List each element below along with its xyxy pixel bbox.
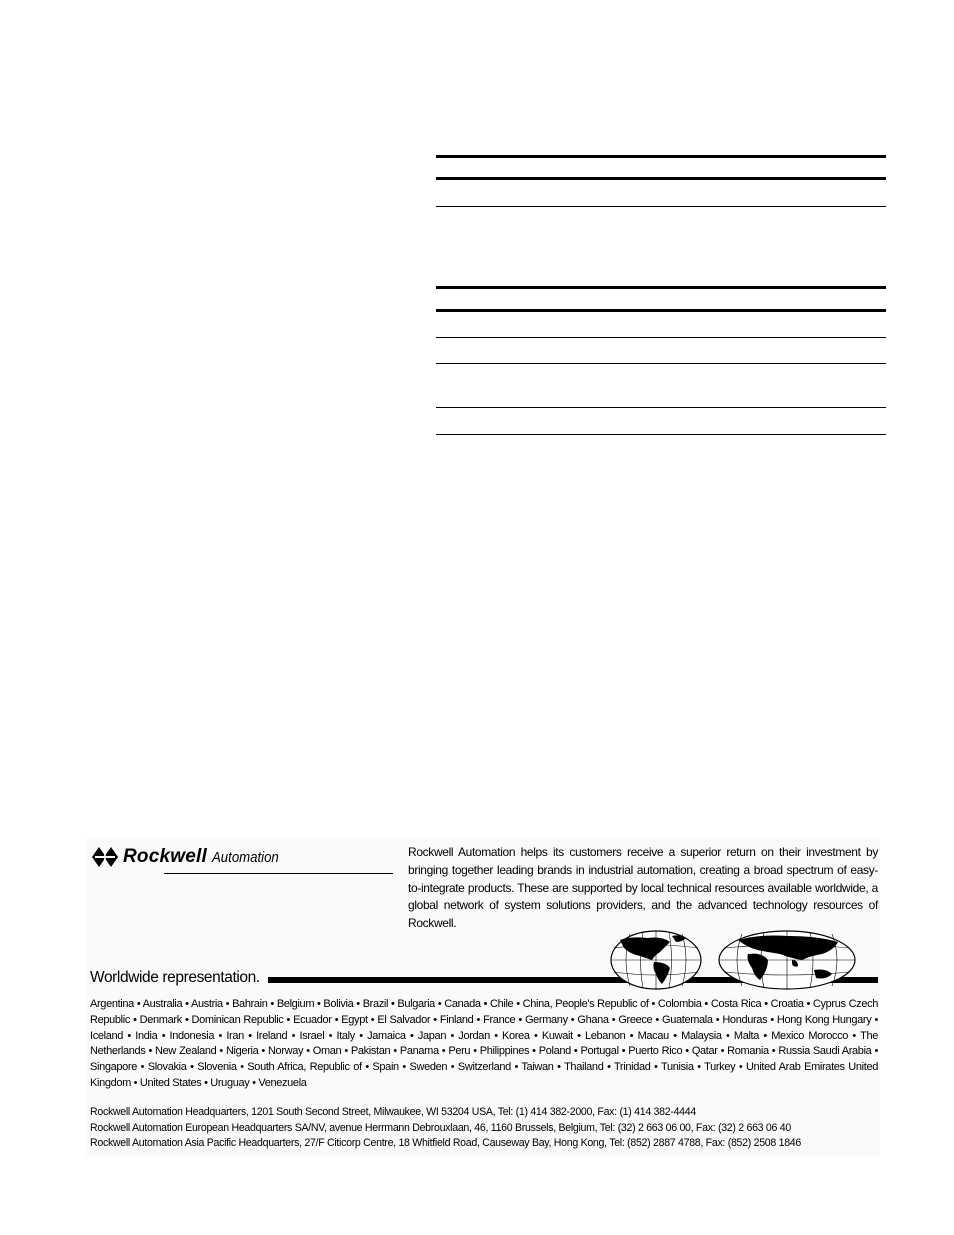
table-row-rule-1 [436,337,886,338]
table-top-rule-1 [436,155,886,158]
eurasia-globe-icon [718,930,856,990]
rockwell-logo [90,845,288,869]
rockwell-logo-icon [90,845,120,869]
table-header-rule-2 [436,309,886,312]
table-row-rule-4 [436,434,886,435]
hq-asia-pacific: Rockwell Automation Asia Pacific Headquarters, 27/F Citicorp Centre, 18 Whitfield Road, Causeway Bay, Hong Kong, Tel: (852) 2887 4788, Fax: (852) 2508 1846 [90,1137,801,1150]
table-bottom-rule-1 [436,206,886,207]
table-row-rule-3 [436,407,886,408]
table-top-rule-2 [436,286,886,289]
countries-list: Argentina • Australia • Austria • Bahrain • Belgium • Bolivia • Brazil • Bulgaria • Canada • Chile • China, People's Republic of • Colombia • Costa Rica • Croatia • Cyprus Czech Republic • Denmark • Dominican Republic • Ecuador • Egypt • El Salvador • Finland • France • Germany • Ghana • Greece • Guatemala • Honduras • Hong Kong Hungary • Iceland • India • Indonesia • Iran • Ireland • Israel • Italy • Jamaica • Japan • Jordan • Korea • Kuwait • Lebanon • Macau • Malaysia • Malta • Mexico Morocco • The Netherlands • New Zealand • Nigeria • Norway • Oman • Pakistan • Panama • Peru • Philippines • Poland • Portugal • Puerto Rico • Qatar • Romania • Russia Saudi Arabia • Singapore • Slovakia • Slovenia • South Africa, Republic of • Spain • Sweden • Switzerland • Taiwan • Thailand • Trinidad • Tunisia • Turkey • United Arab Emirates United Kingdom • United States • Uruguay • Venezuela [90,998,878,1089]
intro-paragraph: Rockwell Automation helps its customers receive a superior return on their investment by bringing together leading brands in industrial automation, creating a broad spectrum of easy-to-integrate products. These are supported by local technical resources available worldwide, a global network of system solutions providers, and the advanced technology resources of Rockwell. [408,845,878,931]
headquarters-list [90,1105,880,1152]
hq-usa: Rockwell Automation Headquarters, 1201 South Second Street, Milwaukee, WI 53204 USA, Tel: (1) 414 382-2000, Fax: (1) 414 382-4444 [90,1106,696,1118]
americas-globe-icon [610,930,702,990]
world-map-icon [610,930,860,990]
logo-underline [164,873,393,874]
table-row-rule-2 [436,363,886,364]
hq-europe: Rockwell Automation European Headquarters SA/NV, avenue Herrmann Debrouxlaan, 46, 1160 Brussels, Belgium, Tel: (32) 2 663 06 00, Fax: (32) 2 663 06 40 [90,1121,791,1134]
brand-suffix: Automation [211,848,279,866]
table-header-rule-1 [436,177,886,180]
brand-name: Rockwell [123,846,207,867]
worldwide-title: Worldwide representation. [90,969,260,986]
